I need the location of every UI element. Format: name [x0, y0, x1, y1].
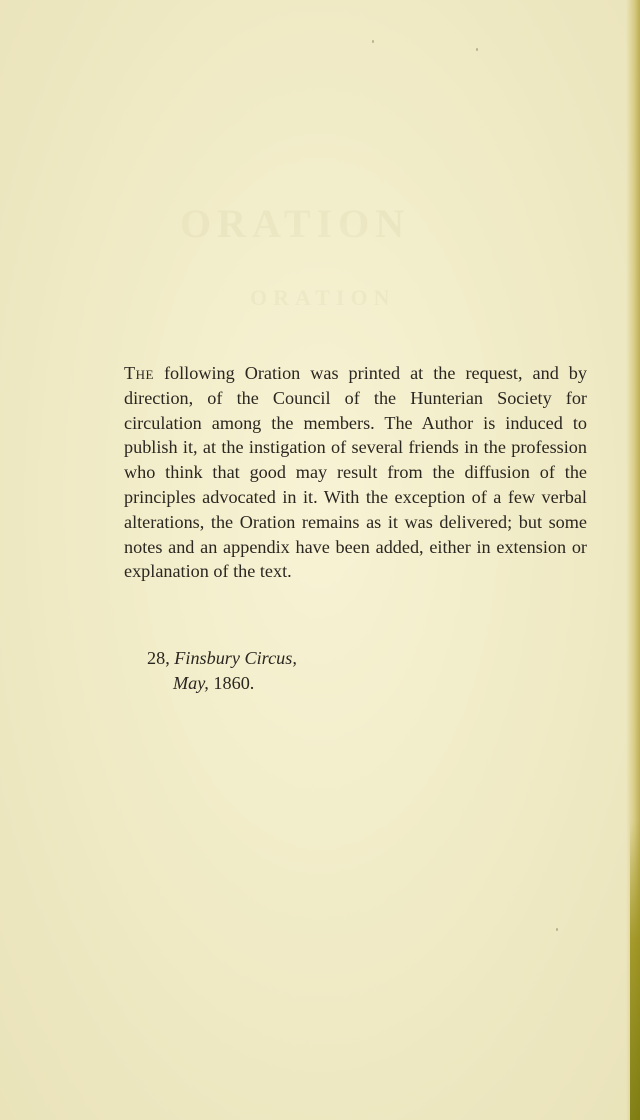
bleed-through-ghost-text: ORATION: [180, 201, 411, 246]
signature-address: [147, 646, 297, 671]
bleed-through-ghost-subtitle: ORATION: [250, 285, 396, 310]
signature-year: 1860.: [208, 672, 255, 693]
paragraph-lead-word: The: [124, 363, 154, 383]
signature-month: May,: [173, 672, 209, 693]
page-edge-stain: [630, 820, 640, 1120]
paper-speck: [476, 48, 478, 51]
paragraph-text: following Oration was printed at the request, and by direction, of the Council of the Hunterian Society for circulation among the members. The Author is induced to publish it, at the instigation of several friends in the profession who think that good may result from the diffusion of the principles advocated in it. With the exception of a few verbal alterations, the Oration remains as it was delivered; but some notes and an appendix have been added, either in extension or explanation of the text.: [124, 363, 587, 582]
preface-paragraph: [124, 361, 587, 584]
signature-date: [147, 671, 297, 696]
signature-block: [147, 646, 297, 696]
signature-street-number: 28,: [147, 648, 175, 668]
signature-street: Finsbury Circus,: [174, 648, 297, 668]
paper-speck: [556, 928, 558, 931]
paper-speck: [372, 40, 374, 43]
